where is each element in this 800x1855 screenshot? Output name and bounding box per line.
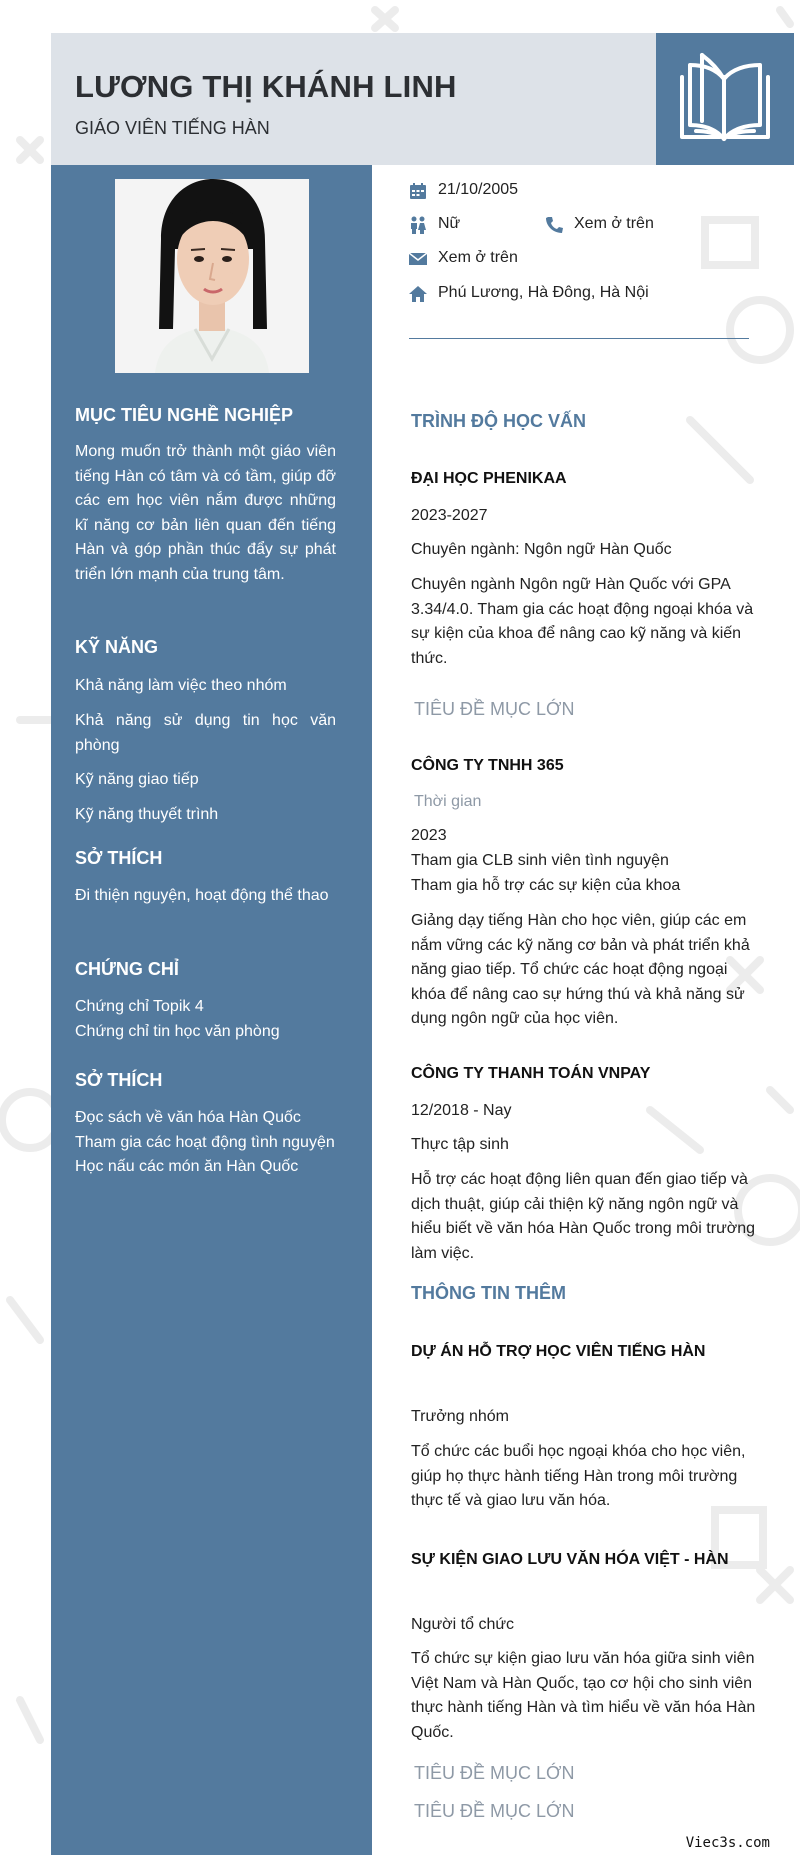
skill-item: Kỹ năng thuyết trình bbox=[75, 806, 219, 823]
home-icon bbox=[409, 285, 427, 303]
hobby-item: Tham gia các hoạt động tình nguyện bbox=[75, 1133, 335, 1151]
address-text: Phú Lương, Hà Đông, Hà Nội bbox=[438, 284, 649, 301]
gender-icon bbox=[409, 216, 427, 234]
hobby-item: Đọc sách về văn hóa Hàn Quốc bbox=[75, 1109, 301, 1126]
candidate-name: LƯƠNG THỊ KHÁNH LINH bbox=[75, 69, 457, 104]
phone-text[interactable]: Xem ở trên bbox=[574, 215, 654, 232]
project-name: DỰ ÁN HỖ TRỢ HỌC VIÊN TIẾNG HÀN bbox=[411, 1343, 706, 1360]
email-text[interactable]: Xem ở trên bbox=[438, 249, 518, 266]
skills-title: KỸ NĂNG bbox=[75, 637, 159, 657]
sidebar bbox=[51, 165, 372, 1855]
skill-item: Khả năng làm việc theo nhóm bbox=[75, 677, 287, 694]
company-desc: Hỗ trợ các hoạt động liên quan đến giao tiếp và dịch thuật, giúp cải thiện kỹ năng ngôn ngữ và hiểu biết về văn hóa Hàn Quốc trong môi trường làm việc. bbox=[411, 1171, 756, 1262]
resume-page bbox=[51, 33, 794, 1855]
gender-text: Nữ bbox=[438, 215, 461, 232]
education-title: TRÌNH ĐỘ HỌC VẤN bbox=[411, 411, 586, 431]
company-role: Tham gia CLB sinh viên tình nguyện bbox=[411, 852, 669, 869]
open-book-icon bbox=[676, 51, 774, 147]
company-name: CÔNG TY TNHH 365 bbox=[411, 757, 564, 774]
cert-list bbox=[75, 995, 336, 1044]
company-year: 2023 bbox=[411, 827, 447, 844]
project-desc: Tổ chức các buổi học ngoại khóa cho học viên, giúp họ thực hành tiếng Hàn trong môi trường thực tế và giao lưu văn hóa. bbox=[411, 1443, 746, 1509]
hobby-list bbox=[75, 1106, 336, 1180]
logo-box bbox=[656, 33, 794, 165]
cert-item: Chứng chỉ Topik 4 bbox=[75, 998, 204, 1015]
school-major: Chuyên ngành: Ngôn ngữ Hàn Quốc bbox=[411, 541, 672, 558]
avatar bbox=[115, 179, 309, 373]
cert-item: Chứng chỉ tin học văn phòng bbox=[75, 1022, 280, 1040]
hobby-title: SỞ THÍCH bbox=[75, 848, 163, 868]
project-role: Trưởng nhóm bbox=[411, 1408, 509, 1425]
school-desc: Chuyên ngành Ngôn ngữ Hàn Quốc với GPA 3.34/4.0. Tham gia các hoạt động ngoại khóa và sự kiện của khoa để nâng cao kỹ năng và kiến thức. bbox=[411, 576, 754, 667]
hobby-item: Học nấu các món ăn Hàn Quốc bbox=[75, 1158, 299, 1175]
skill-item: Khả năng sử dụng tin học văn phòng bbox=[75, 712, 336, 754]
extra-title: THÔNG TIN THÊM bbox=[411, 1283, 566, 1303]
project-role: Người tổ chức bbox=[411, 1616, 515, 1633]
contact-divider bbox=[409, 338, 749, 339]
cert-title: CHỨNG CHỈ bbox=[75, 959, 179, 979]
phone-icon bbox=[545, 216, 563, 234]
footer-watermark: Viec3s.com bbox=[685, 1835, 770, 1851]
hobby-text: Đi thiện nguyện, hoạt động thể thao bbox=[75, 887, 329, 904]
hobby-title-2: SỞ THÍCH bbox=[75, 1070, 163, 1090]
company-name: CÔNG TY THANH TOÁN VNPAY bbox=[411, 1065, 651, 1082]
school-name: ĐẠI HỌC PHENIKAA bbox=[411, 470, 567, 487]
objective-title: MỤC TIÊU NGHỀ NGHIỆP bbox=[75, 405, 294, 425]
section-placeholder-title: TIÊU ĐỀ MỤC LỚN bbox=[414, 1763, 575, 1783]
envelope-icon bbox=[409, 250, 427, 268]
header bbox=[51, 33, 656, 165]
project-desc: Tổ chức sự kiện giao lưu văn hóa giữa sinh viên Việt Nam và Hàn Quốc, tạo cơ hội cho sinh viên thực hành tiếng Hàn và tìm hiểu về văn hóa Hàn Quốc. bbox=[411, 1650, 756, 1741]
section-placeholder-title: TIÊU ĐỀ MỤC LỚN bbox=[414, 699, 575, 719]
company-time: 12/2018 - Nay bbox=[411, 1102, 512, 1119]
company-role: Tham gia hỗ trợ các sự kiện của khoa bbox=[411, 877, 681, 894]
calendar-icon bbox=[409, 182, 427, 200]
school-years: 2023-2027 bbox=[411, 507, 488, 524]
birthday-text: 21/10/2005 bbox=[438, 181, 519, 198]
section-placeholder-title: TIÊU ĐỀ MỤC LỚN bbox=[414, 1801, 575, 1821]
time-placeholder: Thời gian bbox=[414, 793, 482, 810]
project-name: SỰ KIỆN GIAO LƯU VĂN HÓA VIỆT - HÀN bbox=[411, 1551, 729, 1568]
objective-text: Mong muốn trở thành một giáo viên tiếng Hàn có tâm và có tầm, giúp đỡ các em học viên nắm được những kĩ năng cơ bản liên quan đến tiếng Hàn và góp phần thúc đẩy sự phát triển lớn mạnh của trung tâm. bbox=[75, 443, 336, 583]
company-role: Thực tập sinh bbox=[411, 1136, 509, 1153]
company-desc: Giảng dạy tiếng Hàn cho học viên, giúp các em nắm vững các kỹ năng cơ bản và phát triển khả năng giao tiếp. Tổ chức các hoạt động ngoại khóa để nâng cao sự hứng thú và khả năng sử dụng ngôn ngữ của học viên. bbox=[411, 912, 750, 1027]
candidate-role: GIÁO VIÊN TIẾNG HÀN bbox=[75, 118, 270, 138]
skill-item: Kỹ năng giao tiếp bbox=[75, 771, 199, 788]
